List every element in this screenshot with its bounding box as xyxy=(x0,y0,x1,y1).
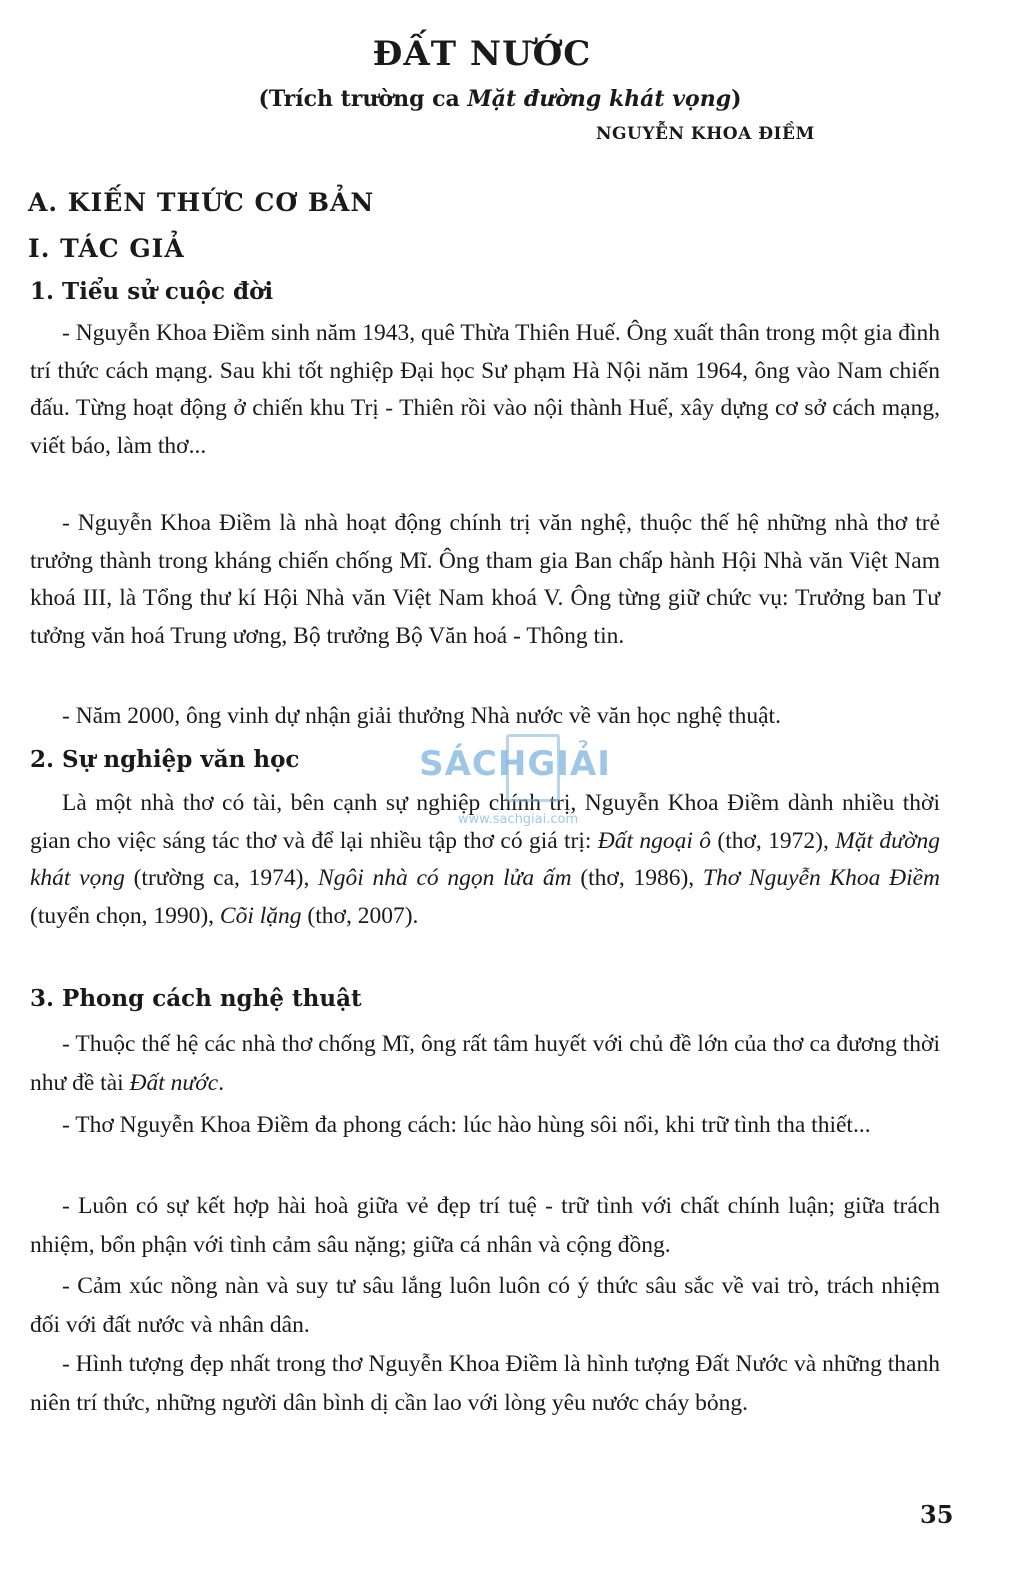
heading-biography: 1. Tiểu sử cuộc đời xyxy=(30,278,274,305)
biography-paragraph-2: - Nguyễn Khoa Điềm là nhà hoạt động chính trị văn nghệ, thuộc thế hệ những nhà thơ trẻ trưởng thành trong kháng chiến chống Mĩ. Ông tham gia Ban chấp hành Hội Nhà văn Việt Nam khoá III, là Tổng thư kí Hội Nhà văn Việt Nam khoá V. Ông từng giữ chức vụ: Trưởng ban Tư tưởng văn hoá Trung ương, Bộ trưởng Bộ Văn hoá - Thông tin. xyxy=(30,510,940,649)
watermark-url: www.sachgiai.com xyxy=(457,812,579,827)
career-text-4: (thơ, 1986), xyxy=(571,865,703,891)
style-paragraph-5: - Hình tượng đẹp nhất trong thơ Nguyễn Khoa Điềm là hình tượng Đất Nước và những thanh niên trí thức, những người dân bình dị cần lao với lòng yêu nước cháy bỏng. xyxy=(30,1351,940,1416)
biography-paragraph-1: - Nguyễn Khoa Điềm sinh năm 1943, quê Thừa Thiên Huế. Ông xuất thân trong một gia đình trí thức cách mạng. Sau khi tốt nghiệp Đại học Sư phạm Hà Nội năm 1964, ông vào Nam chiến đấu. Từng hoạt động ở chiến khu Trị - Thiên rồi vào nội thành Huế, xây dựng cơ sở cách mạng, viết báo, làm thơ... xyxy=(30,320,940,459)
page-number: 35 xyxy=(920,1500,954,1529)
career-text-1: Là một nhà thơ có tài, bên cạnh sự nghiệp chính trị, Nguyễn Khoa Điềm dành nhiều thời gian cho việc sáng tác thơ và để lại nhiều tập thơ có giá trị: xyxy=(30,790,940,854)
heading-career: 2. Sự nghiệp văn học xyxy=(30,746,300,773)
career-work-3: Ngôi nhà có ngọn lửa ấm xyxy=(318,865,572,891)
career-work-1: Đất ngoại ô xyxy=(597,827,712,854)
section-heading-a: A. KIẾN THỨC CƠ BẢN xyxy=(28,188,375,217)
career-text-3: (trường ca, 1974), xyxy=(124,865,319,891)
subtitle-suffix: ) xyxy=(731,86,742,112)
watermark xyxy=(410,734,620,834)
career-text-2: (thơ, 1972), xyxy=(711,827,836,854)
section-heading-i: I. TÁC GIẢ xyxy=(28,234,185,263)
style-text-1: - Thuộc thế hệ các nhà thơ chống Mĩ, ông rất tâm huyết với chủ đề lớn của thơ ca đương thời như đề tài xyxy=(30,1031,940,1096)
career-work-2: Mặt đường khát vọng xyxy=(30,827,941,891)
heading-style: 3. Phong cách nghệ thuật xyxy=(30,985,362,1012)
style-text-1-end: . xyxy=(218,1070,225,1096)
page-title: ĐẤT NƯỚC xyxy=(372,34,592,74)
career-work-4: Thơ Nguyễn Khoa Điềm xyxy=(702,865,941,891)
subtitle xyxy=(0,86,1000,112)
subtitle-prefix: (Trích trường ca xyxy=(258,86,468,112)
biography-paragraph-3: - Năm 2000, ông vinh dự nhận giải thưởng Nhà nước về văn học nghệ thuật. xyxy=(62,703,781,729)
style-work: Đất nước xyxy=(129,1070,219,1096)
career-work-5: Cõi lặng xyxy=(219,902,302,929)
watermark-brand: SÁCHGIẢI xyxy=(419,744,611,784)
career-text-6: (thơ, 2007). xyxy=(301,902,419,929)
style-paragraph-2: - Thơ Nguyễn Khoa Điềm đa phong cách: lúc hào hùng sôi nổi, khi trữ tình tha thiết... xyxy=(62,1112,871,1138)
author-name: NGUYỄN KHOA ĐIỀM xyxy=(596,124,815,144)
style-paragraph-3: - Luôn có sự kết hợp hài hoà giữa vẻ đẹp trí tuệ - trữ tình với chất chính luận; giữa trách nhiệm, bổn phận với tình cảm sâu nặng; giữa cá nhân và cộng đồng. xyxy=(30,1193,940,1258)
style-paragraph-4: - Cảm xúc nồng nàn và suy tư sâu lắng luôn luôn có ý thức sâu sắc về vai trò, trách nhiệm đối với đất nước và nhân dân. xyxy=(30,1273,940,1338)
subtitle-work: Mặt đường khát vọng xyxy=(467,86,732,112)
style-paragraph-1 xyxy=(30,1025,940,1103)
career-text-5: (tuyển chọn, 1990), xyxy=(30,902,220,929)
